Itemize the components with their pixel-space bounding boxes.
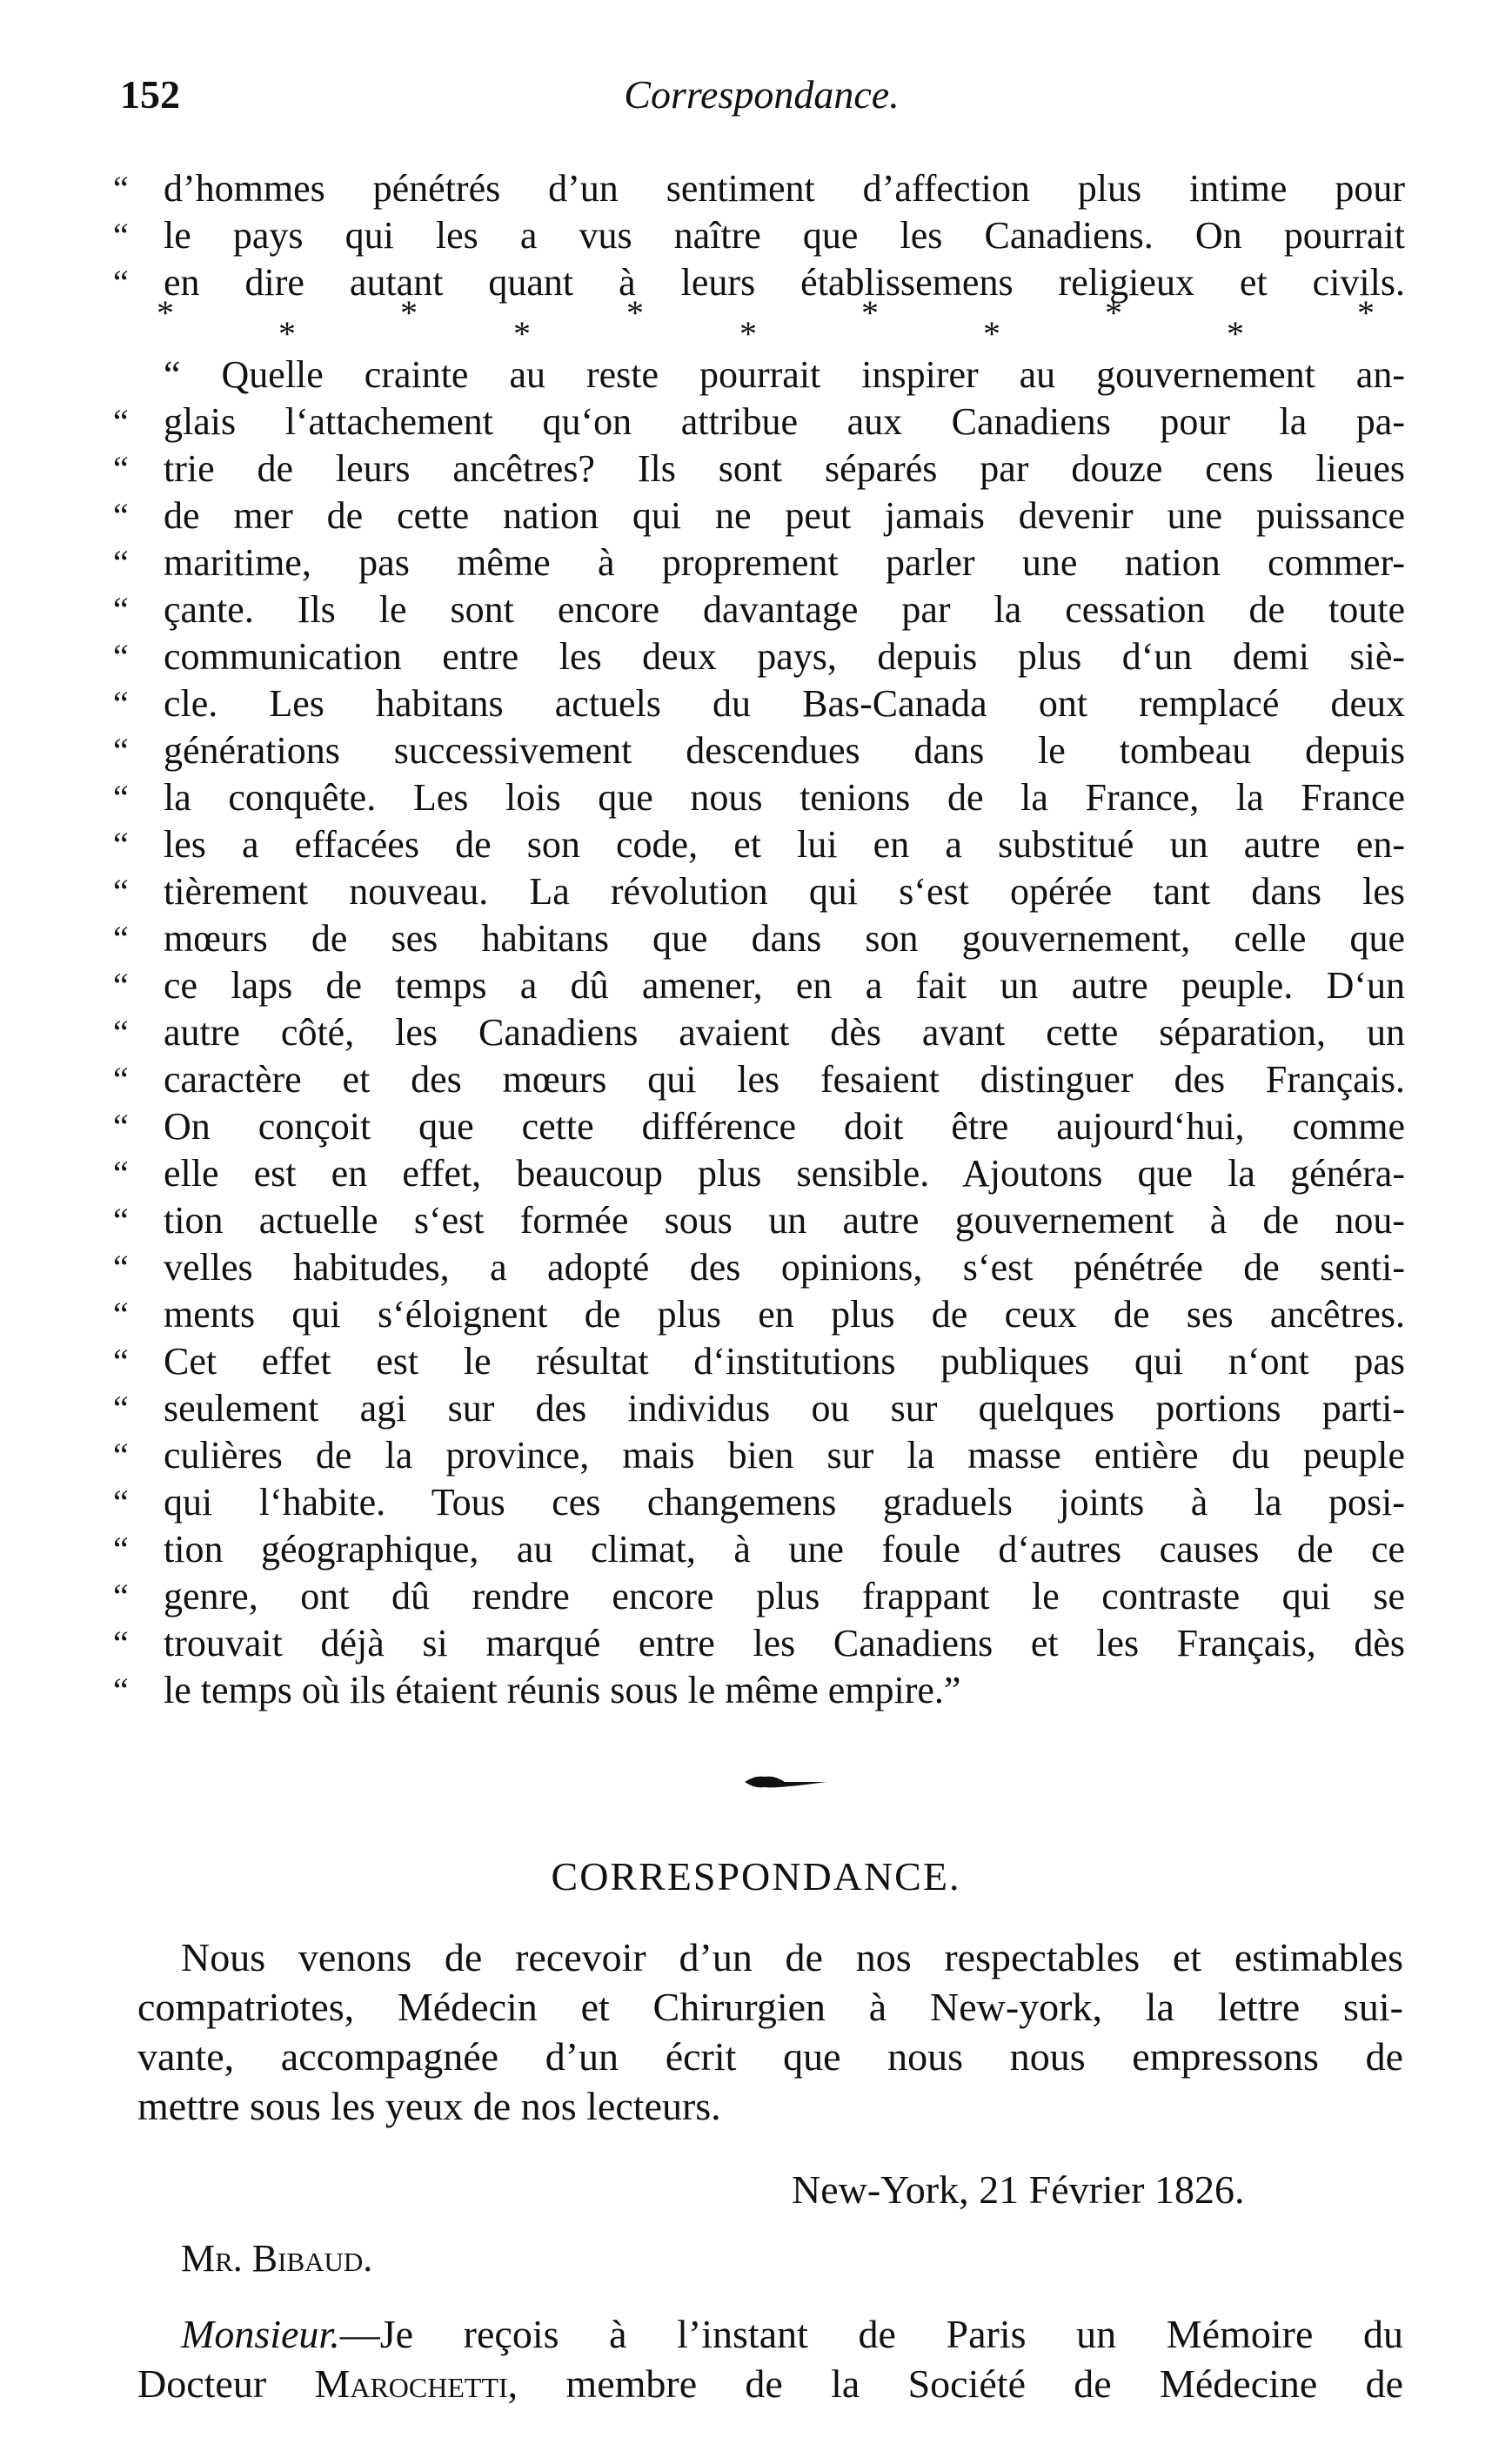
quote-line [113, 492, 1405, 539]
quote-text: les a effacées de son code, et lui en a substitué un autre en- [164, 823, 1405, 866]
quote-text: générations successivement descendues dans le tombeau depuis [164, 729, 1405, 772]
intro-line: Nous venons de recevoir d’un de nos respectables et estimables [181, 1935, 1403, 1979]
quote-mark: “ [113, 402, 129, 441]
quote-line [113, 399, 1405, 445]
quote-line [113, 1150, 1405, 1197]
quote-line [113, 165, 1405, 212]
quote-mark: “ [113, 684, 129, 723]
quote-text: elle est en effet, beaucoup plus sensible. Ajoutons que la généra- [164, 1152, 1405, 1195]
quote-mark: “ [113, 966, 129, 1005]
quote-mark: “ [113, 1201, 129, 1240]
quote-text: en dire autant quant à leurs établissemens religieux et civils. [164, 261, 1405, 304]
quote-line [113, 774, 1405, 821]
quote-line [113, 1103, 1405, 1150]
quote-mark: “ [113, 590, 129, 629]
asterism-row [130, 292, 1405, 353]
quote-line [113, 1056, 1405, 1103]
quote-text: culières de la province, mais bien sur la masse entière du peuple [164, 1434, 1405, 1477]
quote-mark: “ [113, 543, 129, 582]
quote-mark: “ [113, 1248, 129, 1287]
quote-text: le temps où ils étaient réunis sous le même empire.” [164, 1669, 961, 1711]
quote-text: de mer de cette nation qui ne peut jamais devenir une puissance [164, 494, 1405, 537]
quote-text: glais l‘attachement qu‘on attribue aux Canadiens pour la pa- [164, 400, 1405, 443]
quote-line [113, 1244, 1405, 1291]
quote-mark: “ [113, 263, 129, 302]
quote-mark: “ [113, 731, 129, 770]
quote-text: On conçoit que cette différence doit être aujourd‘hui, comme [164, 1105, 1405, 1148]
quote-line [113, 1479, 1405, 1526]
quote-mark: “ [113, 1436, 129, 1475]
quote-mark: “ [113, 1483, 129, 1522]
letter-text: Docteur [137, 2361, 315, 2406]
quote-text: trie de leurs ancêtres? Ils sont séparés par douze cens lieues [164, 447, 1405, 490]
quote-line [113, 868, 1405, 915]
quote-mark: “ [113, 169, 129, 208]
quote-text: Cet effet est le résultat d‘institutions publiques qui n‘ont pas [164, 1340, 1405, 1383]
letter-text: —Je reçois à l’instant de Paris un Mémoire du [339, 2312, 1403, 2356]
quote-mark: “ [113, 216, 129, 255]
quote-mark: “ [113, 872, 129, 911]
quote-line [113, 1432, 1405, 1479]
quote-mark: “ [113, 1013, 129, 1052]
star: * [626, 293, 644, 332]
quote-text: le pays qui les a vus naître que les Canadiens. On pourrait [164, 214, 1405, 257]
letter-text: , membre de la Société de Médecine de [507, 2361, 1404, 2406]
quote-text: d’hommes pénétrés d’un sentiment d’affection plus intime pour [164, 167, 1405, 210]
star: * [157, 293, 174, 332]
quote-mark: “ [113, 1154, 129, 1193]
quote-text: caractère et des mœurs qui les fesaient distinguer des Français. [164, 1058, 1405, 1101]
quote-mark: “ [113, 1295, 129, 1334]
section-title: CORRESPONDANCE. [551, 1854, 961, 1899]
quote-mark: “ [113, 1060, 129, 1099]
star: * [1227, 314, 1244, 353]
quote-text: genre, ont dû rendre encore plus frappant le contraste qui se [164, 1575, 1405, 1617]
quote-text: ce laps de temps a dû amener, en a fait un autre peuple. D‘un [164, 964, 1405, 1007]
quote-text: qui l‘habite. Tous ces changemens graduels joints à la posi- [164, 1481, 1405, 1524]
quote-line [113, 1009, 1405, 1056]
addressee: Mr. Bibaud. [181, 2237, 373, 2280]
quote-text: tion actuelle s‘est formée sous un autre gouvernement à de nou- [164, 1199, 1405, 1242]
quote-text: la conquête. Les lois que nous tenions de la France, la France [164, 776, 1405, 819]
author-name: Marochetti [314, 2361, 508, 2406]
page-header [120, 71, 1403, 124]
quote-line [113, 539, 1405, 586]
quote-line-first [164, 352, 1405, 399]
quote-text: “ Quelle crainte au reste pourrait inspirer au gouvernement an- [164, 353, 1405, 396]
quote-line [113, 821, 1405, 868]
quote-line [113, 1620, 1405, 1667]
quote-mark: “ [113, 1671, 129, 1710]
quote-line [113, 586, 1405, 633]
quote-line [113, 1667, 1405, 1714]
quote-line [113, 633, 1405, 680]
quote-line [113, 1526, 1405, 1573]
quote-text: trouvait déjà si marqué entre les Canadiens et les Français, dès [164, 1622, 1405, 1664]
quote-mark: “ [113, 778, 129, 817]
quote-line [113, 1291, 1405, 1338]
star: * [400, 293, 418, 332]
quote-text: velles habitudes, a adopté des opinions, s‘est pénétrée de senti- [164, 1246, 1405, 1289]
letter-line-2 [137, 2360, 1403, 2408]
quote-line [113, 915, 1405, 962]
quote-mark: “ [113, 1530, 129, 1569]
quote-text: autre côté, les Canadiens avaient dès avant cette séparation, un [164, 1011, 1405, 1054]
quote-text: tièrement nouveau. La révolution qui s‘est opérée tant dans les [164, 870, 1405, 913]
quote-line [113, 1338, 1405, 1385]
star: * [983, 314, 1000, 353]
quote-mark: “ [113, 1389, 129, 1428]
star: * [278, 314, 296, 353]
quote-mark: “ [113, 919, 129, 958]
quote-line [113, 212, 1405, 259]
star: * [513, 314, 531, 353]
quote-text: cle. Les habitans actuels du Bas-Canada ont remplacé deux [164, 682, 1405, 725]
letter-line-1 [181, 2310, 1403, 2359]
star: * [861, 293, 879, 332]
quote-text: tion géographique, au climat, à une foule d‘autres causes de ce [164, 1528, 1405, 1571]
salutation: Monsieur. [181, 2312, 340, 2356]
quote-text: maritime, pas même à proprement parler une nation commer- [164, 541, 1405, 584]
quote-text: çante. Ils le sont encore davantage par la cessation de toute [164, 588, 1405, 631]
quote-mark: “ [113, 496, 129, 535]
quote-mark: “ [113, 1342, 129, 1381]
quote-line [113, 1385, 1405, 1432]
intro-line: mettre sous les yeux de nos lecteurs. [137, 2084, 721, 2128]
dateline: New-York, 21 Février 1826. [792, 2167, 1245, 2212]
ornament-divider [703, 1773, 826, 1791]
star: * [739, 314, 757, 353]
intro-line: vante, accompagnée d’un écrit que nous nous empressons de [137, 2034, 1403, 2079]
running-head: Correspondance. [624, 72, 900, 117]
quote-line [113, 727, 1405, 774]
star: * [1357, 293, 1375, 332]
quote-mark: “ [113, 449, 129, 488]
quote-mark: “ [113, 825, 129, 864]
quote-text: ments qui s‘éloignent de plus en plus de ceux de ses ancêtres. [164, 1293, 1405, 1336]
quote-line [113, 1197, 1405, 1244]
quote-mark: “ [113, 1624, 129, 1663]
quote-line [113, 680, 1405, 727]
quote-line [113, 962, 1405, 1009]
star: * [1105, 293, 1122, 332]
quote-line [113, 1573, 1405, 1620]
quote-line [113, 445, 1405, 492]
page-number: 152 [120, 72, 180, 117]
intro-line: compatriotes, Médecin et Chirurgien à New-york, la lettre sui- [137, 1985, 1403, 2029]
quote-text: seulement agi sur des individus ou sur quelques portions parti- [164, 1387, 1405, 1430]
quote-mark: “ [113, 1107, 129, 1146]
quote-mark: “ [113, 1577, 129, 1616]
quote-mark: “ [113, 637, 129, 676]
quote-text: mœurs de ses habitans que dans son gouvernement, celle que [164, 917, 1405, 960]
quote-text: communication entre les deux pays, depuis plus d‘un demi siè- [164, 635, 1405, 678]
